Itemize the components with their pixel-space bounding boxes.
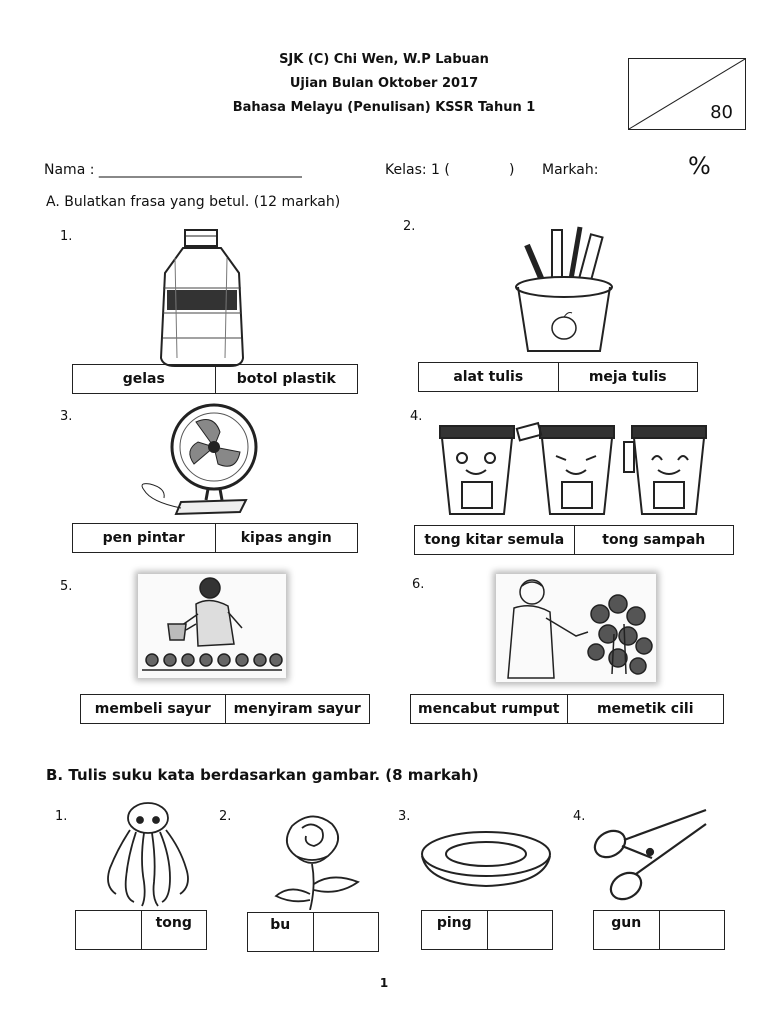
score-box [628, 58, 746, 130]
octopus-picture [98, 798, 198, 908]
mark-label: Markah: [542, 162, 599, 178]
school-name: SJK (C) Chi Wen, W.P Labuan [279, 52, 489, 67]
syllable-box[interactable] [660, 911, 725, 949]
class-close: ) [509, 162, 515, 178]
section-b-instruction: B. Tulis suku kata berdasarkan gambar. (8 markah) [46, 766, 479, 784]
item-a4-number: 4. [410, 409, 423, 424]
option-tong-sampah[interactable]: tong sampah [602, 532, 706, 548]
item-a3-options [72, 523, 358, 553]
electric-fan-picture [136, 402, 266, 518]
item-a5-number: 5. [60, 579, 73, 594]
syllable-box[interactable]: gun [594, 911, 660, 949]
option-membeli-sayur[interactable]: membeli sayur [81, 695, 226, 723]
man-picking-chili-frame [496, 574, 656, 682]
option-memetik-cili[interactable]: memetik cili [596, 701, 694, 717]
syllable-box[interactable]: tong [155, 915, 192, 931]
plate-picture [418, 828, 554, 890]
girl-watering-picture [138, 574, 286, 678]
section-a-instruction: A. Bulatkan frasa yang betul. (12 markah) [46, 194, 341, 210]
subject-title: Bahasa Melayu (Penulisan) KSSR Tahun 1 [232, 100, 536, 115]
item-b4-number: 4. [573, 809, 586, 824]
rose-picture [262, 806, 366, 910]
option-tong-kitar-semula[interactable]: tong kitar semula [415, 526, 575, 554]
item-b1-number: 1. [55, 809, 68, 824]
option-pen-pintar[interactable]: pen pintar [73, 524, 216, 552]
score-total: 80 [710, 102, 733, 123]
item-a4-options [414, 525, 734, 555]
plastic-bottle-picture [155, 228, 250, 368]
item-a5-options [80, 694, 370, 724]
item-b3-boxes [421, 910, 553, 950]
man-picking-chili-picture [496, 574, 656, 682]
recycle-bins-picture [428, 402, 718, 520]
syllable-box[interactable] [76, 911, 142, 949]
syllable-box[interactable] [488, 911, 553, 949]
option-alat-tulis[interactable]: alat tulis [419, 363, 559, 391]
class-label: Kelas: 1 ( [385, 162, 450, 178]
item-b2-boxes [247, 912, 379, 952]
option-mencabut-rumput[interactable]: mencabut rumput [411, 695, 568, 723]
girl-watering-frame [138, 574, 286, 678]
syllable-box[interactable] [314, 913, 379, 951]
option-menyiram-sayur[interactable]: menyiram sayur [233, 701, 361, 717]
item-a1-number: 1. [60, 229, 73, 244]
percent-sign: % [688, 152, 711, 180]
item-a6-number: 6. [412, 577, 425, 592]
item-a6-options [410, 694, 724, 724]
option-gelas[interactable]: gelas [73, 365, 216, 393]
exam-title: Ujian Bulan Oktober 2017 [289, 76, 479, 91]
page-number: 1 [379, 976, 389, 990]
scissors-picture [588, 806, 712, 906]
item-b4-boxes [593, 910, 725, 950]
syllable-box[interactable]: bu [248, 913, 314, 951]
item-a3-number: 3. [60, 409, 73, 424]
item-b2-number: 2. [219, 809, 232, 824]
pencil-holder-picture [512, 225, 617, 357]
item-b3-number: 3. [398, 809, 411, 824]
option-kipas-angin[interactable]: kipas angin [240, 530, 332, 546]
item-a2-options [418, 362, 698, 392]
option-botol-plastik[interactable]: botol plastik [236, 371, 336, 387]
name-field[interactable]: Nama : _____________________________ [44, 162, 302, 178]
item-b1-boxes [75, 910, 207, 950]
item-a1-options [72, 364, 358, 394]
option-meja-tulis[interactable]: meja tulis [588, 369, 667, 385]
syllable-box[interactable]: ping [422, 911, 488, 949]
item-a2-number: 2. [403, 219, 416, 234]
